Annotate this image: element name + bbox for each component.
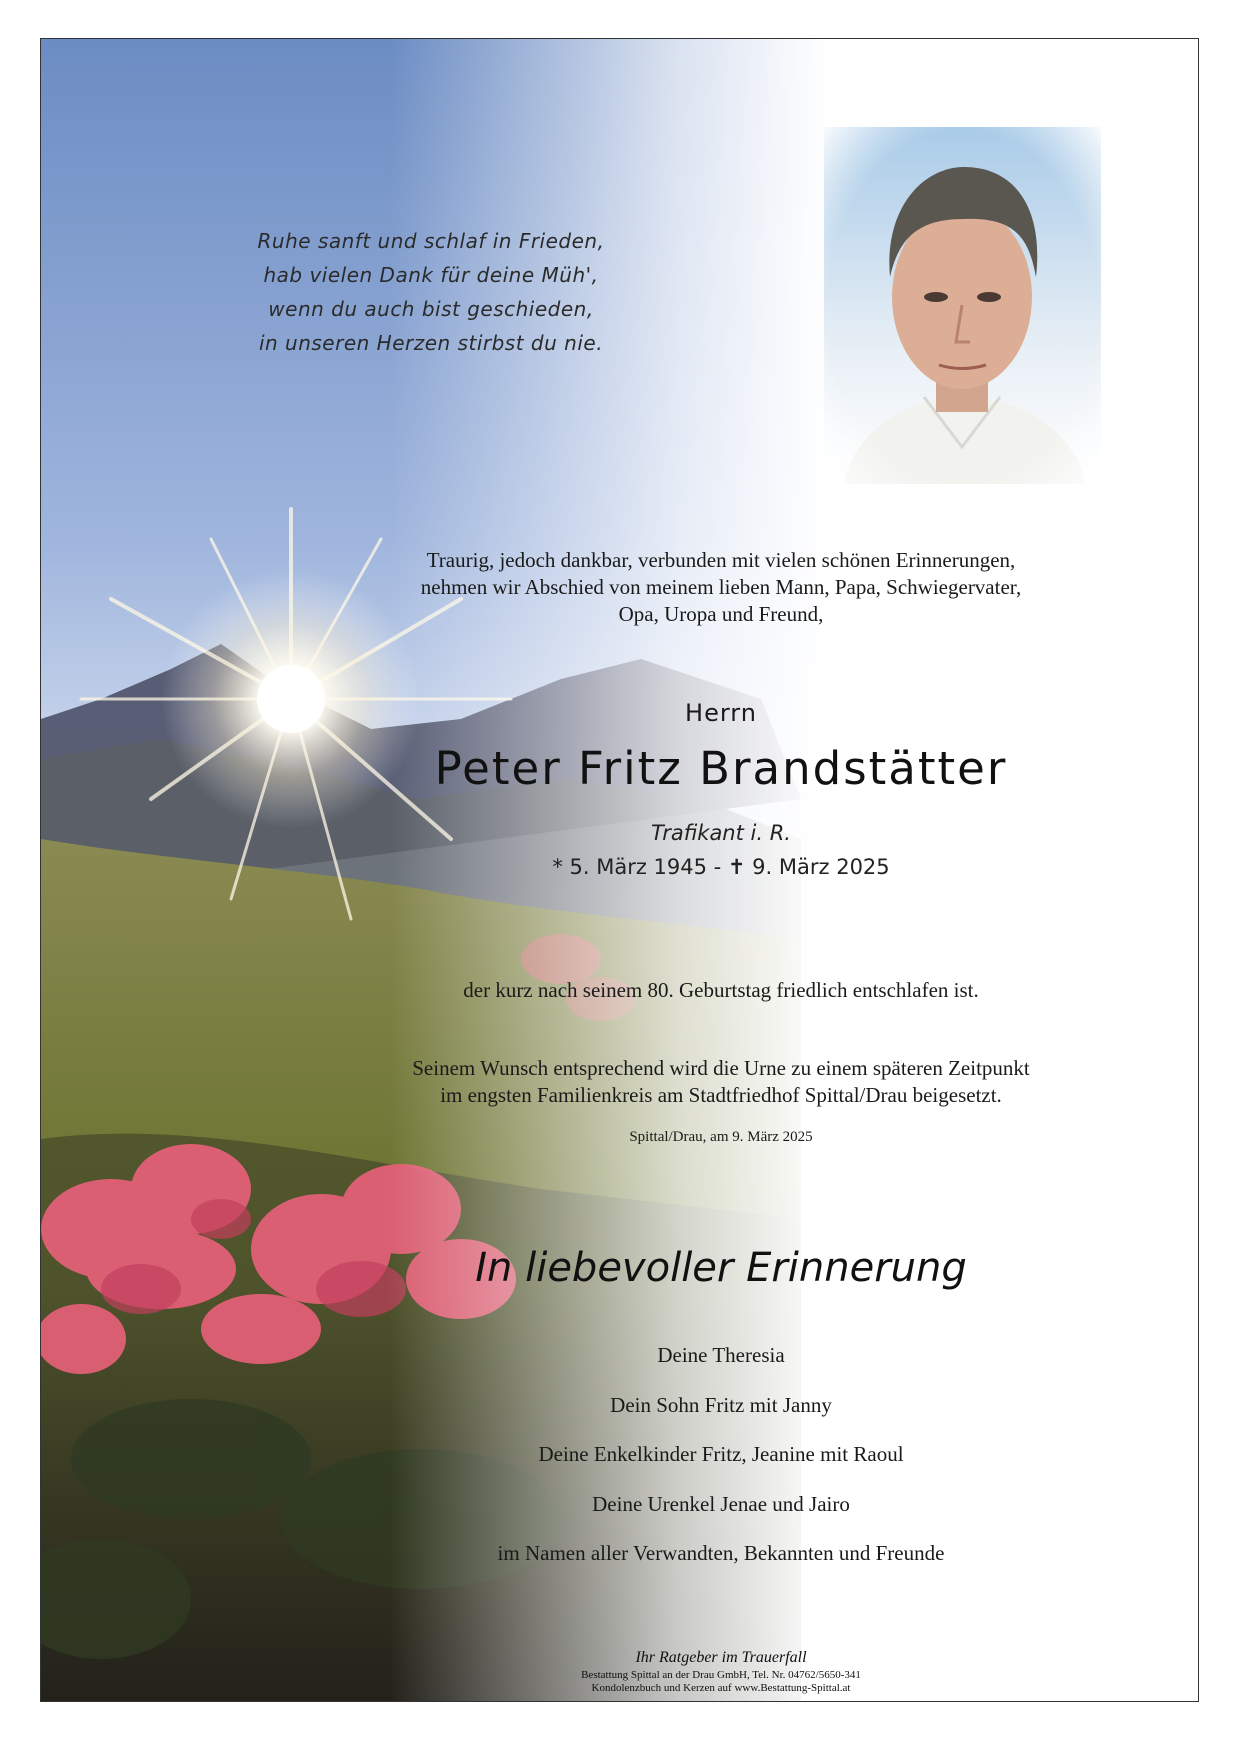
deceased-name: Peter Fritz Brandstätter: [434, 742, 1008, 795]
deceased-occupation: Trafikant i. R.: [651, 821, 791, 845]
footer-website: Kondolenzbuch und Kerzen auf www.Bestattung-Spittal.at: [591, 1682, 851, 1694]
mourner-line: Deine Theresia: [657, 1343, 785, 1367]
verse-line: in unseren Herzen stirbst du nie.: [258, 331, 604, 355]
deceased-portrait-photo: [824, 127, 1101, 484]
intro-line: Traurig, jedoch dankbar, verbunden mit vielen schönen Erinnerungen,: [426, 548, 1016, 572]
mourner-line: Deine Enkelkinder Fritz, Jeanine mit Raoul: [538, 1442, 904, 1466]
memorial-verse: [231, 224, 631, 360]
intro-paragraph: [371, 547, 1071, 628]
burial-line: im engsten Familienkreis am Stadtfriedhof Spittal/Drau beigesetzt.: [440, 1083, 1002, 1107]
footer-company: Bestattung Spittal an der Drau GmbH, Tel. Nr. 04762/5650-341: [581, 1669, 861, 1681]
footer-tagline: Ihr Ratgeber im Trauerfall: [635, 1649, 807, 1666]
verse-line: wenn du auch bist geschieden,: [268, 297, 594, 321]
life-dates: * 5. März 1945 - ✝ 9. März 2025: [552, 855, 890, 879]
funeral-home-footer: [461, 1649, 981, 1695]
mourners-list: [371, 1343, 1071, 1591]
mourner-line: Deine Urenkel Jenae und Jairo: [592, 1491, 850, 1516]
salutation: Herrn: [685, 699, 757, 727]
passing-line: der kurz nach seinem 80. Geburtstag friedlich entschlafen ist.: [463, 978, 979, 1002]
burial-line: Seinem Wunsch entsprechend wird die Urne zu einem späteren Zeitpunkt: [412, 1056, 1030, 1080]
burial-paragraph: [371, 1055, 1071, 1109]
verse-line: Ruhe sanft und schlaf in Frieden,: [257, 229, 605, 253]
mourner-line: Dein Sohn Fritz mit Janny: [610, 1392, 832, 1417]
verse-line: hab vielen Dank für deine Müh',: [263, 263, 599, 287]
intro-line: nehmen wir Abschied von meinem lieben Mann, Papa, Schwiegervater,: [420, 575, 1022, 599]
place-and-date: Spittal/Drau, am 9. März 2025: [629, 1129, 813, 1145]
intro-line: Opa, Uropa und Freund,: [618, 602, 824, 626]
passing-paragraph: [371, 977, 1071, 1004]
memorial-heading: In liebevoller Erinnerung: [475, 1245, 967, 1291]
obituary-sheet: [40, 38, 1199, 1702]
mourner-line: im Namen aller Verwandten, Bekannten und Freunde: [497, 1541, 945, 1565]
